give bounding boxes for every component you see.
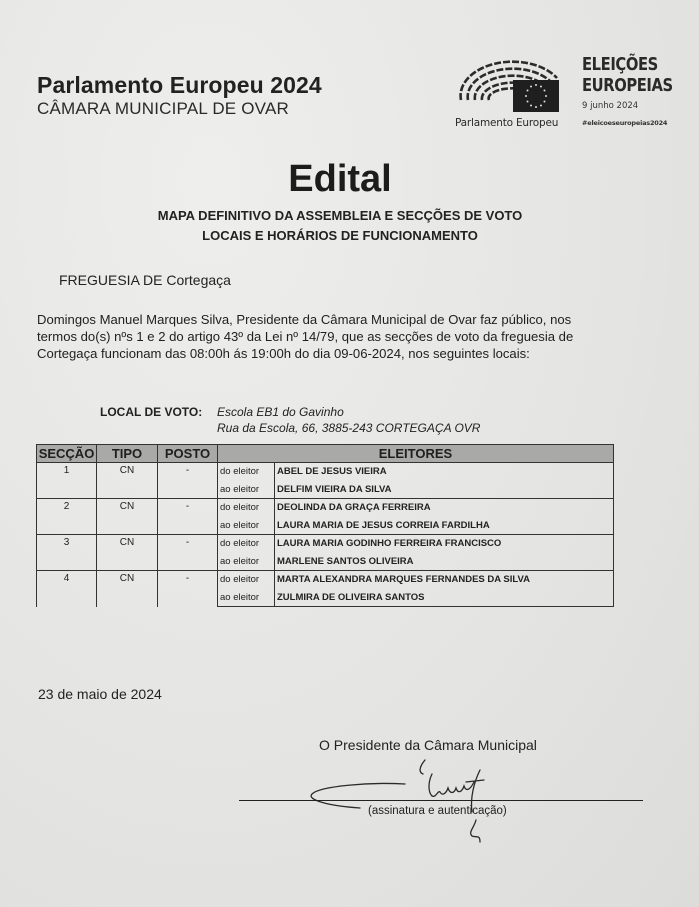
sections-table xyxy=(36,444,614,607)
body-line: Domingos Manuel Marques Silva, Presidente da Câmara Municipal de Ovar faz público, nos xyxy=(37,312,572,327)
local-de-voto-label: LOCAL DE VOTO: xyxy=(100,405,203,419)
freguesia-label: FREGUESIA DE Cortegaça xyxy=(59,272,231,288)
table-row xyxy=(37,571,614,589)
cell-seccao: 4 xyxy=(37,571,97,607)
cell-to-label: ao eleitor xyxy=(218,553,275,571)
table-row xyxy=(37,499,614,517)
elections-title-line1: ELEIÇÕES xyxy=(582,54,658,75)
cell-from-label: do eleitor xyxy=(218,535,275,553)
cell-tipo: CN xyxy=(97,499,158,535)
cell-tipo: CN xyxy=(97,463,158,499)
cell-from-voter: DEOLINDA DA GRAÇA FERREIRA xyxy=(275,499,614,517)
header-posto: POSTO xyxy=(158,445,218,463)
document-date: 23 de maio de 2024 xyxy=(38,686,162,702)
cell-tipo: CN xyxy=(97,571,158,607)
body-line: termos do(s) nºs 1 e 2 do artigo 43º da Lei nº 14/79, que as secções de voto da freguesia de xyxy=(37,329,574,344)
cell-from-voter: LAURA MARIA GODINHO FERREIRA FRANCISCO xyxy=(275,535,614,553)
cell-posto: - xyxy=(158,499,218,535)
signatory-title: O Presidente da Câmara Municipal xyxy=(319,737,537,753)
document-subtitle-line1: MAPA DEFINITIVO DA ASSEMBLEIA E SECÇÕES DE VOTO xyxy=(157,208,523,223)
european-parliament-label: Parlamento Europeu xyxy=(455,117,559,129)
elections-date: 9 junho 2024 xyxy=(582,101,639,111)
cell-posto: - xyxy=(158,571,218,607)
cell-to-voter: MARLENE SANTOS OLIVEIRA xyxy=(275,553,614,571)
cell-from-voter: ABEL DE JESUS VIEIRA xyxy=(275,463,614,481)
cell-to-label: ao eleitor xyxy=(218,589,275,607)
table-header-row xyxy=(37,445,614,463)
table-row xyxy=(37,463,614,481)
local-de-voto-name: Escola EB1 do Gavinho xyxy=(217,405,344,419)
handwritten-signature-icon xyxy=(290,752,530,852)
document-subtitle-line2: LOCAIS E HORÁRIOS DE FUNCIONAMENTO xyxy=(202,228,478,243)
header-seccao: SECÇÃO xyxy=(37,445,97,463)
cell-to-label: ao eleitor xyxy=(218,481,275,499)
cell-from-label: do eleitor xyxy=(218,463,275,481)
elections-title-line2: EUROPEIAS xyxy=(582,75,673,96)
cell-to-voter: DELFIM VIEIRA DA SILVA xyxy=(275,481,614,499)
cell-seccao: 2 xyxy=(37,499,97,535)
cell-to-voter: LAURA MARIA DE JESUS CORREIA FARDILHA xyxy=(275,517,614,535)
cell-seccao: 1 xyxy=(37,463,97,499)
signature-line xyxy=(239,800,643,801)
cell-from-label: do eleitor xyxy=(218,499,275,517)
header-subtitle: CÂMARA MUNICIPAL DE OVAR xyxy=(37,99,289,118)
cell-to-voter: ZULMIRA DE OLIVEIRA SANTOS xyxy=(275,589,614,607)
cell-to-label: ao eleitor xyxy=(218,517,275,535)
elections-hashtag: #eleicoeseuropeias2024 xyxy=(582,119,668,127)
signature-caption: (assinatura e autenticação) xyxy=(368,805,507,817)
table-row xyxy=(37,535,614,553)
header-tipo: TIPO xyxy=(97,445,158,463)
cell-posto: - xyxy=(158,535,218,571)
body-paragraph xyxy=(37,311,677,362)
body-line: Cortegaça funcionam das 08:00h ás 19:00h do dia 09-06-2024, nos seguintes locais: xyxy=(37,346,530,361)
cell-posto: - xyxy=(158,463,218,499)
cell-tipo: CN xyxy=(97,535,158,571)
local-de-voto-address: Rua da Escola, 66, 3885-243 CORTEGAÇA OVR xyxy=(217,421,481,435)
cell-from-label: do eleitor xyxy=(218,571,275,589)
cell-seccao: 3 xyxy=(37,535,97,571)
cell-from-voter: MARTA ALEXANDRA MARQUES FERNANDES DA SILVA xyxy=(275,571,614,589)
header-title: Parlamento Europeu 2024 xyxy=(37,72,322,98)
header-eleitores: ELEITORES xyxy=(218,445,614,463)
document-heading: Edital xyxy=(288,158,392,200)
